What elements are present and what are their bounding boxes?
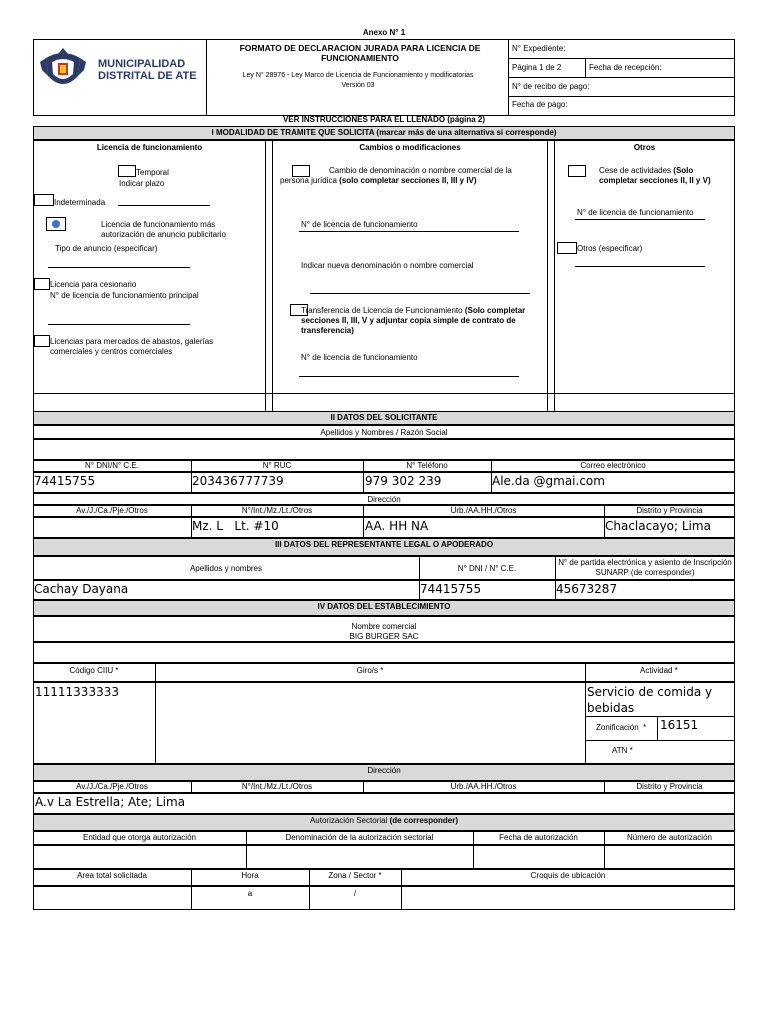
establishment-address[interactable]: A.v La Estrella; Ate; Lima (35, 795, 186, 809)
activity-value[interactable]: Servicio de comida y bebidas (587, 685, 713, 715)
mercados-label: Licencias para mercados de abastos, galerías comerciales y centros comerciales (50, 337, 214, 356)
municipality-crest-icon (38, 46, 88, 94)
auth-number-label: Número de autorización (627, 833, 712, 842)
giro-label: Giro/s * (356, 666, 384, 675)
section2-header (33, 411, 735, 425)
lic-func-label-3: N° de licencia de funcionamiento (577, 208, 694, 217)
mercados-checkbox[interactable] (34, 335, 50, 347)
otros-label: Otros (especificar) (577, 244, 643, 253)
cese-checkbox[interactable] (568, 165, 586, 177)
rep-partida[interactable]: 45673287 (556, 582, 618, 596)
applicant-district[interactable]: Chaclacayo; Lima (605, 519, 711, 533)
cesionario-label: Licencia para cesionario (50, 280, 137, 289)
hora-value[interactable]: a (247, 889, 253, 898)
trade-name-field[interactable] (33, 642, 735, 663)
receipt-number-label: N° de recibo de pago: (512, 82, 590, 91)
logo-line-2: DISTRITAL DE ATE (98, 70, 197, 82)
section3-header (33, 538, 735, 556)
indeterminada-checkbox[interactable] (34, 194, 54, 206)
email-label: Correo electrónico (580, 461, 646, 470)
applicant-address-number[interactable]: Mz. L Lt. #10 (192, 519, 279, 533)
applicant-urb[interactable]: AA. HH NA (365, 519, 429, 533)
applicant-email[interactable]: Ale.da @gmai.com (492, 474, 605, 488)
est-urb-label: Urb./AA.HH./Otros (450, 782, 517, 791)
applicant-ruc[interactable]: 203436777739 (192, 474, 284, 488)
est-district-label: Distrito y Provincia (636, 782, 703, 791)
activity-label: Actividad * (640, 666, 678, 675)
plazo-label: Indicar plazo (119, 179, 165, 188)
law-reference: Ley N° 28976 - Ley Marco de Licencia de Funcionamiento y modificatorias (242, 72, 474, 79)
urb-label: Urb./AA.HH./Otros (450, 506, 517, 515)
establishment-address-header (33, 764, 735, 781)
trade-name[interactable]: BIG BURGER SAC (349, 632, 419, 641)
dni-label: N° DNI/N° C.E. (85, 461, 139, 470)
checked-radio-icon (52, 220, 60, 228)
col1-title: Licencia de funcionamiento (96, 143, 203, 152)
auth-title: Autorización Sectorial (de corresponder) (309, 816, 459, 825)
instructions-note: VER INSTRUCCIONES PARA EL LLENADO (página 2) (282, 115, 486, 124)
ciiu-code[interactable]: 11111333333 (35, 685, 119, 699)
auth-header (33, 814, 735, 831)
section3-title: III DATOS DEL REPRESENTANTE LEGAL O APODERADO (274, 540, 494, 549)
trade-name-label-cell (33, 616, 735, 642)
rep-dni-label: N° DNI / N° C.E. (457, 564, 517, 573)
num-label: N°/Int./Mz./Lt./Otros (241, 506, 313, 515)
rep-dni[interactable]: 74415755 (420, 582, 482, 596)
section4-header (33, 600, 735, 616)
transferencia-label: Transferencia de Licencia de Funcionamiento (Solo completar secciones II, III, V y adjuntar copia simple de contrato de transferencia) (301, 306, 526, 335)
zona-label: Zona / Sector * (328, 871, 382, 880)
applicant-name-label-cell (33, 425, 735, 439)
croquis-label: Croquis de ubicación (530, 871, 606, 880)
indeterminada-label: Indeterminada (54, 198, 106, 207)
av-label: Av./J./Ca./Pje./Otros (76, 506, 148, 515)
auth-values-row (33, 845, 735, 869)
zona-value[interactable]: / (353, 889, 357, 898)
form-title: FORMATO DE DECLARACION JURADA PARA LICENCIA DE FUNCIONAMIENTO (239, 43, 481, 63)
phone-label: N° Teléfono (406, 461, 448, 470)
section4-title: IV DATOS DEL ESTABLECIMIENTO (317, 602, 451, 611)
temporal-label: Temporal (136, 168, 169, 177)
rep-partida-label: N° de partida electrónica y asiento de Inscripción SUNARP (de corresponder) (558, 558, 732, 577)
hora-label: Hora (241, 871, 259, 880)
trade-name-label: Nombre comercial (351, 622, 417, 631)
auth-denom-label: Denominación de la autorización sectorial (285, 833, 434, 842)
lic-func-label-2: N° de licencia de funcionamiento (301, 353, 418, 362)
ruc-label: N° RUC (262, 461, 292, 470)
cese-label: Cese de actividades (Solo completar secciones II, II y V) (599, 166, 711, 185)
rep-name[interactable]: Cachay Dayana (34, 582, 129, 596)
page-number: Página 1 de 2 (512, 63, 562, 72)
district-label: Distrito y Provincia (636, 506, 703, 515)
applicant-phone[interactable]: 979 302 239 (365, 474, 442, 488)
payment-date-label: Fecha de pago: (512, 100, 568, 109)
zonificacion-value[interactable]: 16151 (660, 718, 699, 732)
anuncio-label: Licencia de funcionamiento más autorización de anuncio publicitario (101, 220, 226, 239)
applicant-address-label: Dirección (367, 495, 401, 504)
otros-checkbox[interactable] (557, 242, 577, 254)
temporal-checkbox[interactable] (118, 165, 136, 177)
ciiu-label: Código CIIU * (69, 666, 119, 675)
form-version: Versión 03 (341, 82, 375, 89)
section1-title: I MODALIDAD DE TRAMITE QUE SOLICITA (marcar más de una alternativa si corresponde) (211, 128, 557, 137)
applicant-address-label-cell (33, 493, 735, 505)
atn-label: ATN * (612, 746, 633, 755)
applicant-dni[interactable]: 74415755 (34, 474, 96, 488)
cambio-denom-label: Cambio de denominación o nombre comercial de la persona jurídica (solo completar secciones II, III y IV) (280, 166, 512, 185)
col2-title: Cambios o modificaciones (359, 143, 461, 152)
entity-label: Entidad que otorga autorización (83, 833, 196, 842)
rep-name-label: Apellidos y nombres (189, 564, 263, 573)
tipo-anuncio-label: Tipo de anuncio (especificar) (55, 244, 158, 253)
section1-header (33, 126, 735, 140)
reception-date-label: Fecha de recepción: (589, 63, 662, 72)
applicant-name-field[interactable] (33, 439, 735, 460)
section2-title: II DATOS DEL SOLICITANTE (330, 413, 438, 422)
anuncio-checkbox[interactable] (46, 217, 66, 231)
representative-values-row (33, 580, 735, 600)
auth-date-label: Fecha de autorización (499, 833, 578, 842)
est-num-label: N°/Int./Mz./Lt./Otros (241, 782, 313, 791)
lic-func-label-1: N° de licencia de funcionamiento (301, 220, 418, 229)
establishment-address-label: Dirección (367, 766, 401, 775)
nueva-denom-label: Indicar nueva denominación o nombre comercial (301, 261, 474, 270)
zonificacion-label: Zonificación * (596, 723, 647, 732)
est-av-label: Av./J./Ca./Pje./Otros (76, 782, 148, 791)
applicant-name-label: Apellidos y Nombres / Razón Social (320, 428, 448, 437)
area-label: Area total solicitada (77, 871, 147, 880)
annex-title: Anexo N° 1 (362, 28, 406, 37)
cesionario-checkbox[interactable] (34, 278, 50, 290)
col3-title: Otros (633, 143, 656, 152)
logo-line-1: MUNICIPALIDAD (98, 58, 186, 70)
expediente-label: N° Expediente: (512, 44, 566, 53)
lic-principal-label: N° de licencia de funcionamiento principal (50, 291, 199, 300)
